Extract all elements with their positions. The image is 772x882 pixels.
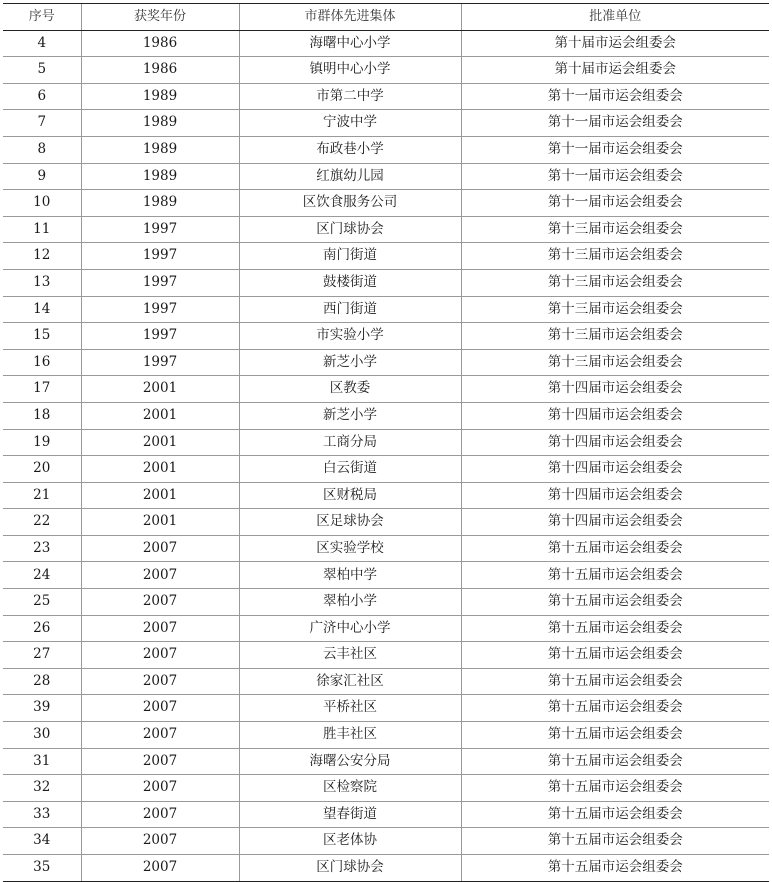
- table-row: [3, 323, 769, 350]
- table-row: [3, 296, 769, 323]
- cell-year: 1986: [81, 57, 239, 84]
- cell-collective: 海曙公安分局: [239, 748, 461, 775]
- cell-year: 2001: [81, 456, 239, 483]
- cell-year: 1989: [81, 83, 239, 110]
- cell-index: 6: [3, 83, 81, 110]
- cell-year: 1997: [81, 216, 239, 243]
- cell-index: 15: [3, 323, 81, 350]
- cell-year: 2007: [81, 722, 239, 749]
- cell-year: 2001: [81, 509, 239, 536]
- cell-year: 2007: [81, 828, 239, 855]
- cell-collective: 鼓楼街道: [239, 269, 461, 296]
- cell-approver: 第十五届市运会组委会: [461, 668, 769, 695]
- table-row: [3, 482, 769, 509]
- cell-year: 2007: [81, 642, 239, 669]
- cell-year: 1989: [81, 190, 239, 217]
- cell-index: 17: [3, 376, 81, 403]
- cell-approver: 第十一届市运会组委会: [461, 163, 769, 190]
- cell-collective: 区财税局: [239, 482, 461, 509]
- cell-collective: 新芝小学: [239, 349, 461, 376]
- cell-index: 26: [3, 615, 81, 642]
- cell-year: 2007: [81, 695, 239, 722]
- cell-year: 1997: [81, 269, 239, 296]
- cell-index: 8: [3, 136, 81, 163]
- cell-index: 34: [3, 828, 81, 855]
- cell-index: 33: [3, 801, 81, 828]
- table-row: [3, 83, 769, 110]
- cell-collective: 区饮食服务公司: [239, 190, 461, 217]
- cell-index: 22: [3, 509, 81, 536]
- header-year: 获奖年份: [81, 4, 239, 31]
- cell-index: 11: [3, 216, 81, 243]
- cell-approver: 第十五届市运会组委会: [461, 748, 769, 775]
- cell-collective: 市第二中学: [239, 83, 461, 110]
- table-row: [3, 695, 769, 722]
- cell-year: 1989: [81, 110, 239, 137]
- table-row: [3, 668, 769, 695]
- table-row: [3, 855, 769, 882]
- cell-year: 1997: [81, 243, 239, 270]
- table-row: [3, 775, 769, 802]
- table-row: [3, 456, 769, 483]
- cell-year: 2007: [81, 775, 239, 802]
- cell-collective: 徐家汇社区: [239, 668, 461, 695]
- cell-collective: 红旗幼儿园: [239, 163, 461, 190]
- award-table: [3, 3, 769, 882]
- cell-approver: 第十三届市运会组委会: [461, 349, 769, 376]
- cell-collective: 区门球协会: [239, 855, 461, 882]
- cell-year: 1989: [81, 163, 239, 190]
- cell-year: 2007: [81, 562, 239, 589]
- cell-index: 27: [3, 642, 81, 669]
- cell-approver: 第十五届市运会组委会: [461, 828, 769, 855]
- cell-approver: 第十五届市运会组委会: [461, 695, 769, 722]
- cell-collective: 海曙中心小学: [239, 30, 461, 57]
- cell-approver: 第十四届市运会组委会: [461, 509, 769, 536]
- table-row: [3, 349, 769, 376]
- cell-approver: 第十三届市运会组委会: [461, 269, 769, 296]
- cell-index: 5: [3, 57, 81, 84]
- cell-approver: 第十三届市运会组委会: [461, 296, 769, 323]
- cell-index: 12: [3, 243, 81, 270]
- table-row: [3, 828, 769, 855]
- cell-collective: 白云街道: [239, 456, 461, 483]
- table-row: [3, 615, 769, 642]
- cell-index: 25: [3, 589, 81, 616]
- table-row: [3, 642, 769, 669]
- cell-year: 2007: [81, 855, 239, 882]
- table-row: [3, 136, 769, 163]
- cell-index: 39: [3, 695, 81, 722]
- cell-collective: 区实验学校: [239, 535, 461, 562]
- cell-index: 10: [3, 190, 81, 217]
- header-collective: 市群体先进集体: [239, 4, 461, 31]
- cell-collective: 西门街道: [239, 296, 461, 323]
- table-row: [3, 190, 769, 217]
- table-row: [3, 269, 769, 296]
- table-row: [3, 243, 769, 270]
- table-row: [3, 722, 769, 749]
- cell-collective: 区足球协会: [239, 509, 461, 536]
- cell-index: 31: [3, 748, 81, 775]
- cell-approver: 第十五届市运会组委会: [461, 801, 769, 828]
- cell-year: 1997: [81, 323, 239, 350]
- cell-approver: 第十三届市运会组委会: [461, 323, 769, 350]
- cell-index: 21: [3, 482, 81, 509]
- header-row: [3, 4, 769, 31]
- cell-collective: 新芝小学: [239, 402, 461, 429]
- table-row: [3, 429, 769, 456]
- cell-index: 35: [3, 855, 81, 882]
- cell-approver: 第十五届市运会组委会: [461, 722, 769, 749]
- cell-year: 2001: [81, 429, 239, 456]
- cell-approver: 第十五届市运会组委会: [461, 855, 769, 882]
- table-row: [3, 801, 769, 828]
- table-row: [3, 216, 769, 243]
- cell-year: 2007: [81, 535, 239, 562]
- cell-collective: 市实验小学: [239, 323, 461, 350]
- table-row: [3, 30, 769, 57]
- cell-collective: 南门街道: [239, 243, 461, 270]
- cell-approver: 第十四届市运会组委会: [461, 429, 769, 456]
- header-index: 序号: [3, 4, 81, 31]
- cell-index: 28: [3, 668, 81, 695]
- table-body: [3, 30, 769, 881]
- cell-year: 2001: [81, 482, 239, 509]
- cell-index: 9: [3, 163, 81, 190]
- cell-collective: 镇明中心小学: [239, 57, 461, 84]
- cell-collective: 广济中心小学: [239, 615, 461, 642]
- cell-collective: 区老体协: [239, 828, 461, 855]
- table-row: [3, 748, 769, 775]
- cell-index: 7: [3, 110, 81, 137]
- cell-approver: 第十四届市运会组委会: [461, 402, 769, 429]
- cell-index: 13: [3, 269, 81, 296]
- cell-index: 23: [3, 535, 81, 562]
- cell-approver: 第十一届市运会组委会: [461, 110, 769, 137]
- cell-year: 2001: [81, 402, 239, 429]
- cell-year: 2001: [81, 376, 239, 403]
- cell-collective: 宁波中学: [239, 110, 461, 137]
- cell-year: 2007: [81, 668, 239, 695]
- table-row: [3, 376, 769, 403]
- cell-index: 18: [3, 402, 81, 429]
- cell-year: 1997: [81, 349, 239, 376]
- table-row: [3, 163, 769, 190]
- cell-approver: 第十三届市运会组委会: [461, 216, 769, 243]
- table-row: [3, 509, 769, 536]
- cell-collective: 工商分局: [239, 429, 461, 456]
- cell-approver: 第十五届市运会组委会: [461, 562, 769, 589]
- cell-index: 32: [3, 775, 81, 802]
- cell-year: 1997: [81, 296, 239, 323]
- cell-approver: 第十四届市运会组委会: [461, 456, 769, 483]
- cell-approver: 第十四届市运会组委会: [461, 376, 769, 403]
- cell-approver: 第十三届市运会组委会: [461, 243, 769, 270]
- cell-approver: 第十一届市运会组委会: [461, 136, 769, 163]
- cell-year: 1986: [81, 30, 239, 57]
- cell-collective: 翠柏中学: [239, 562, 461, 589]
- cell-index: 16: [3, 349, 81, 376]
- cell-approver: 第十届市运会组委会: [461, 30, 769, 57]
- cell-approver: 第十一届市运会组委会: [461, 83, 769, 110]
- cell-approver: 第十四届市运会组委会: [461, 482, 769, 509]
- table-header: [3, 4, 769, 31]
- cell-collective: 翠柏小学: [239, 589, 461, 616]
- cell-year: 1989: [81, 136, 239, 163]
- cell-approver: 第十五届市运会组委会: [461, 615, 769, 642]
- table-row: [3, 535, 769, 562]
- cell-index: 4: [3, 30, 81, 57]
- cell-year: 2007: [81, 589, 239, 616]
- cell-approver: 第十五届市运会组委会: [461, 535, 769, 562]
- cell-year: 2007: [81, 801, 239, 828]
- cell-year: 2007: [81, 748, 239, 775]
- cell-approver: 第十一届市运会组委会: [461, 190, 769, 217]
- cell-index: 19: [3, 429, 81, 456]
- cell-collective: 布政巷小学: [239, 136, 461, 163]
- cell-year: 2007: [81, 615, 239, 642]
- table-row: [3, 562, 769, 589]
- header-approver: 批准单位: [461, 4, 769, 31]
- cell-approver: 第十届市运会组委会: [461, 57, 769, 84]
- cell-collective: 区门球协会: [239, 216, 461, 243]
- cell-collective: 望春街道: [239, 801, 461, 828]
- table-row: [3, 589, 769, 616]
- cell-index: 14: [3, 296, 81, 323]
- cell-approver: 第十五届市运会组委会: [461, 589, 769, 616]
- cell-collective: 云丰社区: [239, 642, 461, 669]
- cell-approver: 第十五届市运会组委会: [461, 642, 769, 669]
- cell-collective: 区检察院: [239, 775, 461, 802]
- cell-approver: 第十五届市运会组委会: [461, 775, 769, 802]
- cell-collective: 胜丰社区: [239, 722, 461, 749]
- cell-index: 24: [3, 562, 81, 589]
- cell-index: 30: [3, 722, 81, 749]
- cell-collective: 区教委: [239, 376, 461, 403]
- table-row: [3, 57, 769, 84]
- table-row: [3, 402, 769, 429]
- cell-collective: 平桥社区: [239, 695, 461, 722]
- table-row: [3, 110, 769, 137]
- cell-index: 20: [3, 456, 81, 483]
